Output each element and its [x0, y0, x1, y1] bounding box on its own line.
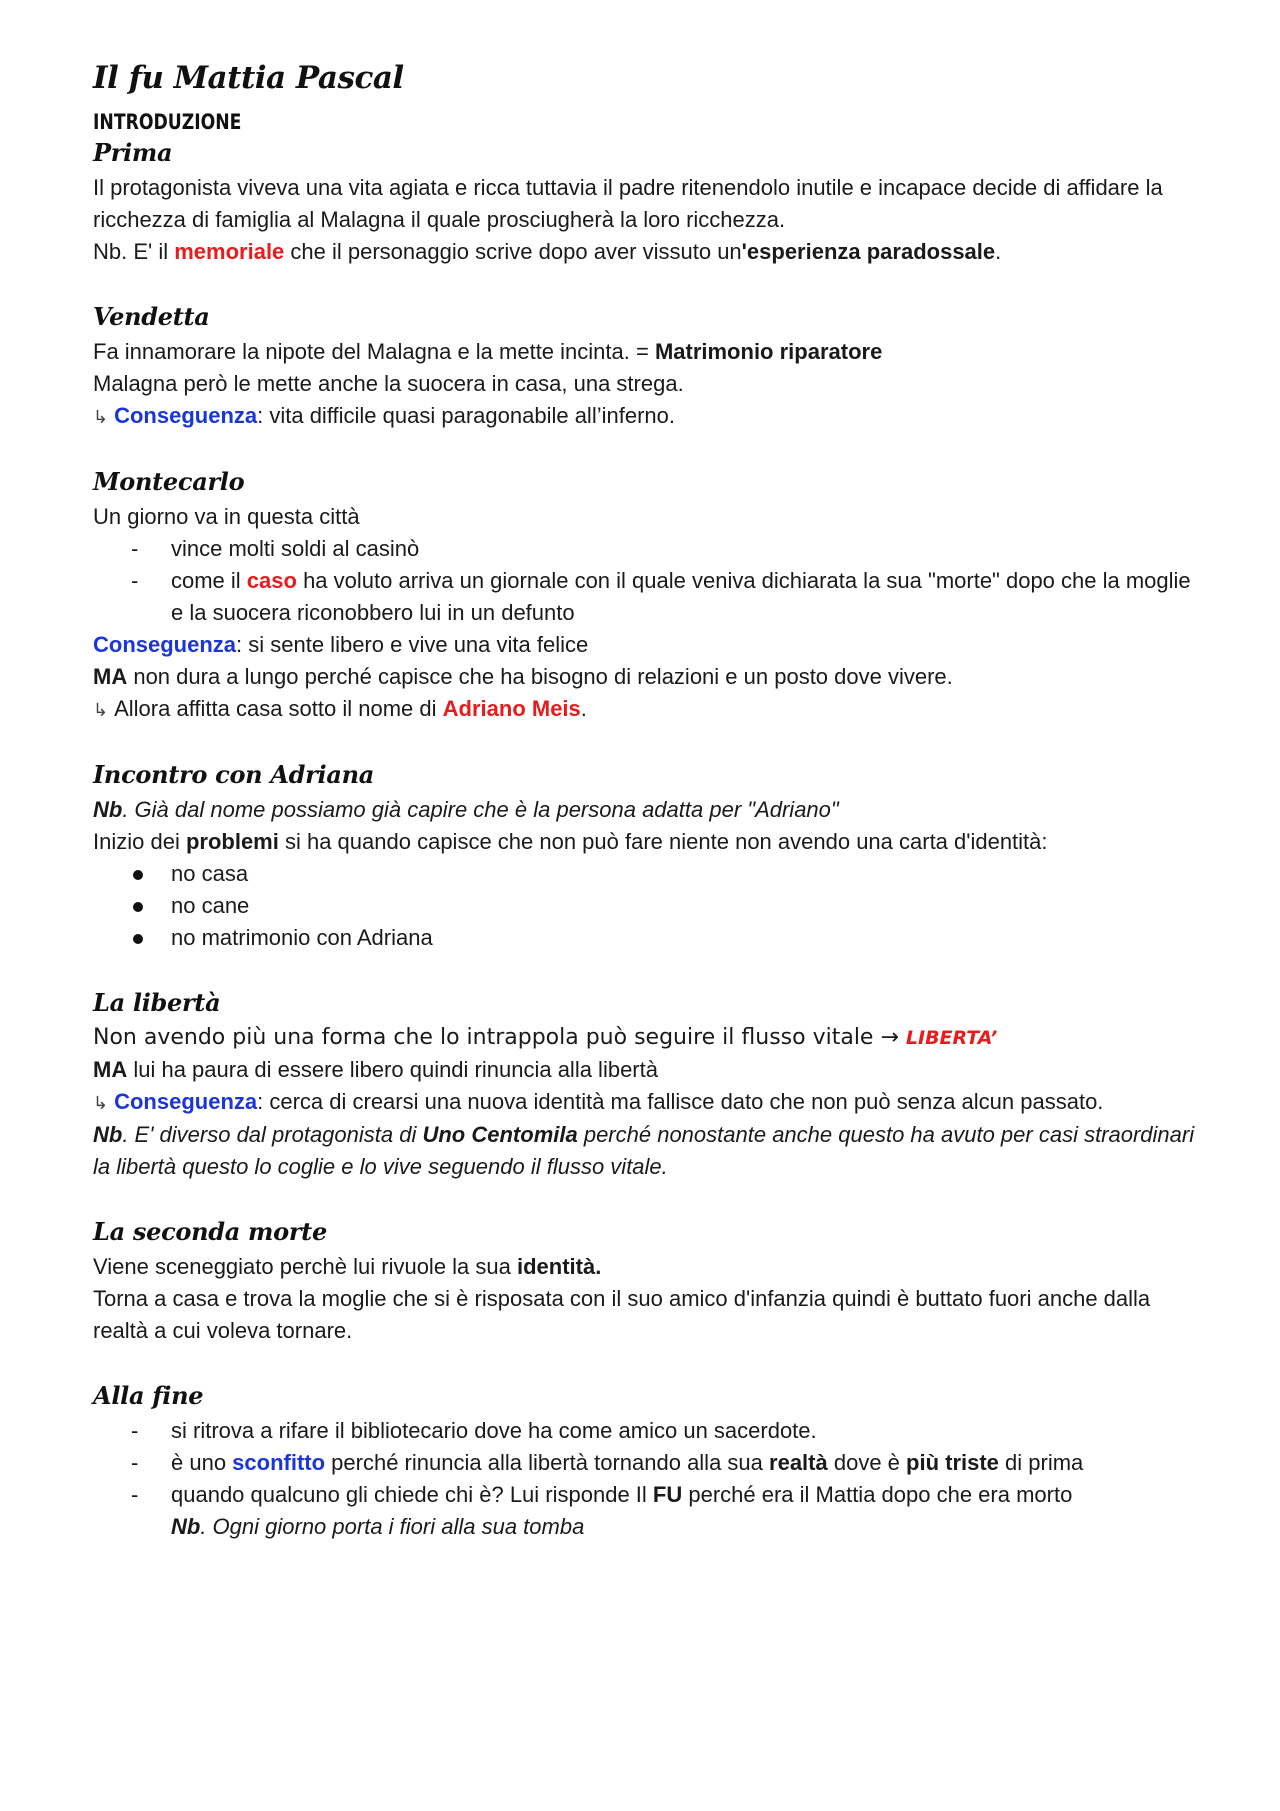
list-item: - vince molti soldi al casinò [131, 536, 420, 561]
section-heading: Alla fine [93, 1381, 204, 1410]
paragraph: Fa innamorare la nipote del Malagna e la mette incinta. = Matrimonio riparatore [93, 339, 883, 364]
section-heading: Montecarlo [93, 467, 245, 496]
section-heading: La libertà [93, 988, 221, 1017]
section-heading: Incontro con Adriana [93, 760, 374, 789]
intro-label: INTRODUZIONE [93, 110, 242, 134]
paragraph: Viene sceneggiato perchè lui rivuole la sua identità. [93, 1254, 602, 1279]
highlight-blue: Conseguenza [114, 1089, 258, 1114]
section-adriana [93, 760, 1203, 954]
consequence-line: Conseguenza: si sente libero e vive una vita felice [93, 632, 589, 657]
paragraph: MA lui ha paura di essere libero quindi rinuncia alla libertà [93, 1057, 658, 1082]
paragraph: Torna a casa e trova la moglie che si è risposata con il suo amico d'infanzia quindi è buttato fuori anche dalla realtà a cui voleva tornare. [93, 1286, 1151, 1343]
note-line: Nb. E' il memoriale che il personaggio scrive dopo aver vissuto un'esperienza paradossale. [93, 239, 1002, 264]
section-alla-fine [93, 1381, 1203, 1543]
list-item: - si ritrova a rifare il bibliotecario dove ha come amico un sacerdote. [131, 1418, 817, 1443]
paragraph: ↳ Allora affitta casa sotto il nome di Adriano Meis. [93, 696, 587, 721]
section-montecarlo [93, 467, 1203, 726]
paragraph: Il protagonista viveva una vita agiata e ricca tuttavia il padre ritenendolo inutile e incapace decide di affidare la ricchezza di famiglia al Malagna il quale prosciugherà la loro ricchezza. [93, 175, 1163, 232]
paragraph: Non avendo più una forma che lo intrappola può seguire il flusso vitale → LIBERTA’ [93, 1025, 998, 1050]
bullet-list [93, 858, 1203, 954]
section-heading: La seconda morte [93, 1217, 327, 1246]
note-line: Nb. Già dal nome possiamo già capire che è la persona adatta per "Adriano" [93, 797, 839, 822]
document-page [93, 60, 1203, 1577]
bullet-icon [133, 870, 143, 880]
highlight-blue: Conseguenza [114, 403, 258, 428]
document-title: Il fu Mattia Pascal [93, 60, 404, 96]
highlight-red: LIBERTA’ [905, 1027, 998, 1049]
dash-list [93, 533, 1203, 629]
list-item: no casa [93, 858, 1203, 890]
highlight-blue: Conseguenza [93, 632, 237, 657]
highlight-red: Adriano Meis [442, 696, 581, 721]
section-seconda-morte [93, 1217, 1203, 1347]
paragraph: MA non dura a lungo perché capisce che ha bisogno di relazioni e un posto dove vivere. [93, 664, 953, 689]
return-arrow-icon: ↳ [93, 1093, 109, 1113]
paragraph: Un giorno va in questa città [93, 504, 360, 529]
section-heading: Prima [93, 138, 173, 167]
note-line: Nb. Ogni giorno porta i fiori alla sua tomba [171, 1514, 585, 1539]
note-line: Nb. E' diverso dal protagonista di Uno Centomila perché nonostante anche questo ha avuto per casi straordinari la libertà questo lo coglie e lo vive seguendo il flusso vitale. [93, 1122, 1195, 1179]
return-arrow-icon: ↳ [93, 700, 109, 720]
return-arrow-icon: ↳ [93, 407, 109, 427]
paragraph: Malagna però le mette anche la suocera in casa, una strega. [93, 371, 684, 396]
highlight-blue: sconfitto [232, 1450, 326, 1475]
consequence-line: ↳ Conseguenza: cerca di crearsi una nuova identità ma fallisce dato che non può senza alcun passato. [93, 1089, 1104, 1114]
highlight-red: caso [246, 568, 297, 593]
bullet-icon [133, 902, 143, 912]
section-heading: Vendetta [93, 302, 210, 331]
section-prima [93, 138, 1203, 268]
list-item: - quando qualcuno gli chiede chi è? Lui risponde Il FU perché era il Mattia dopo che era morto Nb. Ogni giorno porta i fiori alla sua tomba [131, 1482, 1073, 1539]
section-liberta [93, 988, 1203, 1183]
list-item: no matrimonio con Adriana [93, 922, 1203, 954]
list-item: - come il caso ha voluto arriva un giornale con il quale veniva dichiarata la sua "morte" dopo che la moglie e la suocera riconobbero lui in un defunto [131, 568, 1191, 625]
list-item: no cane [93, 890, 1203, 922]
paragraph: Inizio dei problemi si ha quando capisce che non può fare niente non avendo una carta d'identità: [93, 829, 1048, 854]
dash-list [93, 1415, 1203, 1543]
bullet-icon [133, 934, 143, 944]
highlight-red: memoriale [174, 239, 285, 264]
list-item: - è uno sconfitto perché rinuncia alla libertà tornando alla sua realtà dove è più triste di prima [131, 1450, 1084, 1475]
section-vendetta [93, 302, 1203, 433]
consequence-line: ↳ Conseguenza: vita difficile quasi paragonabile all’inferno. [93, 403, 675, 428]
